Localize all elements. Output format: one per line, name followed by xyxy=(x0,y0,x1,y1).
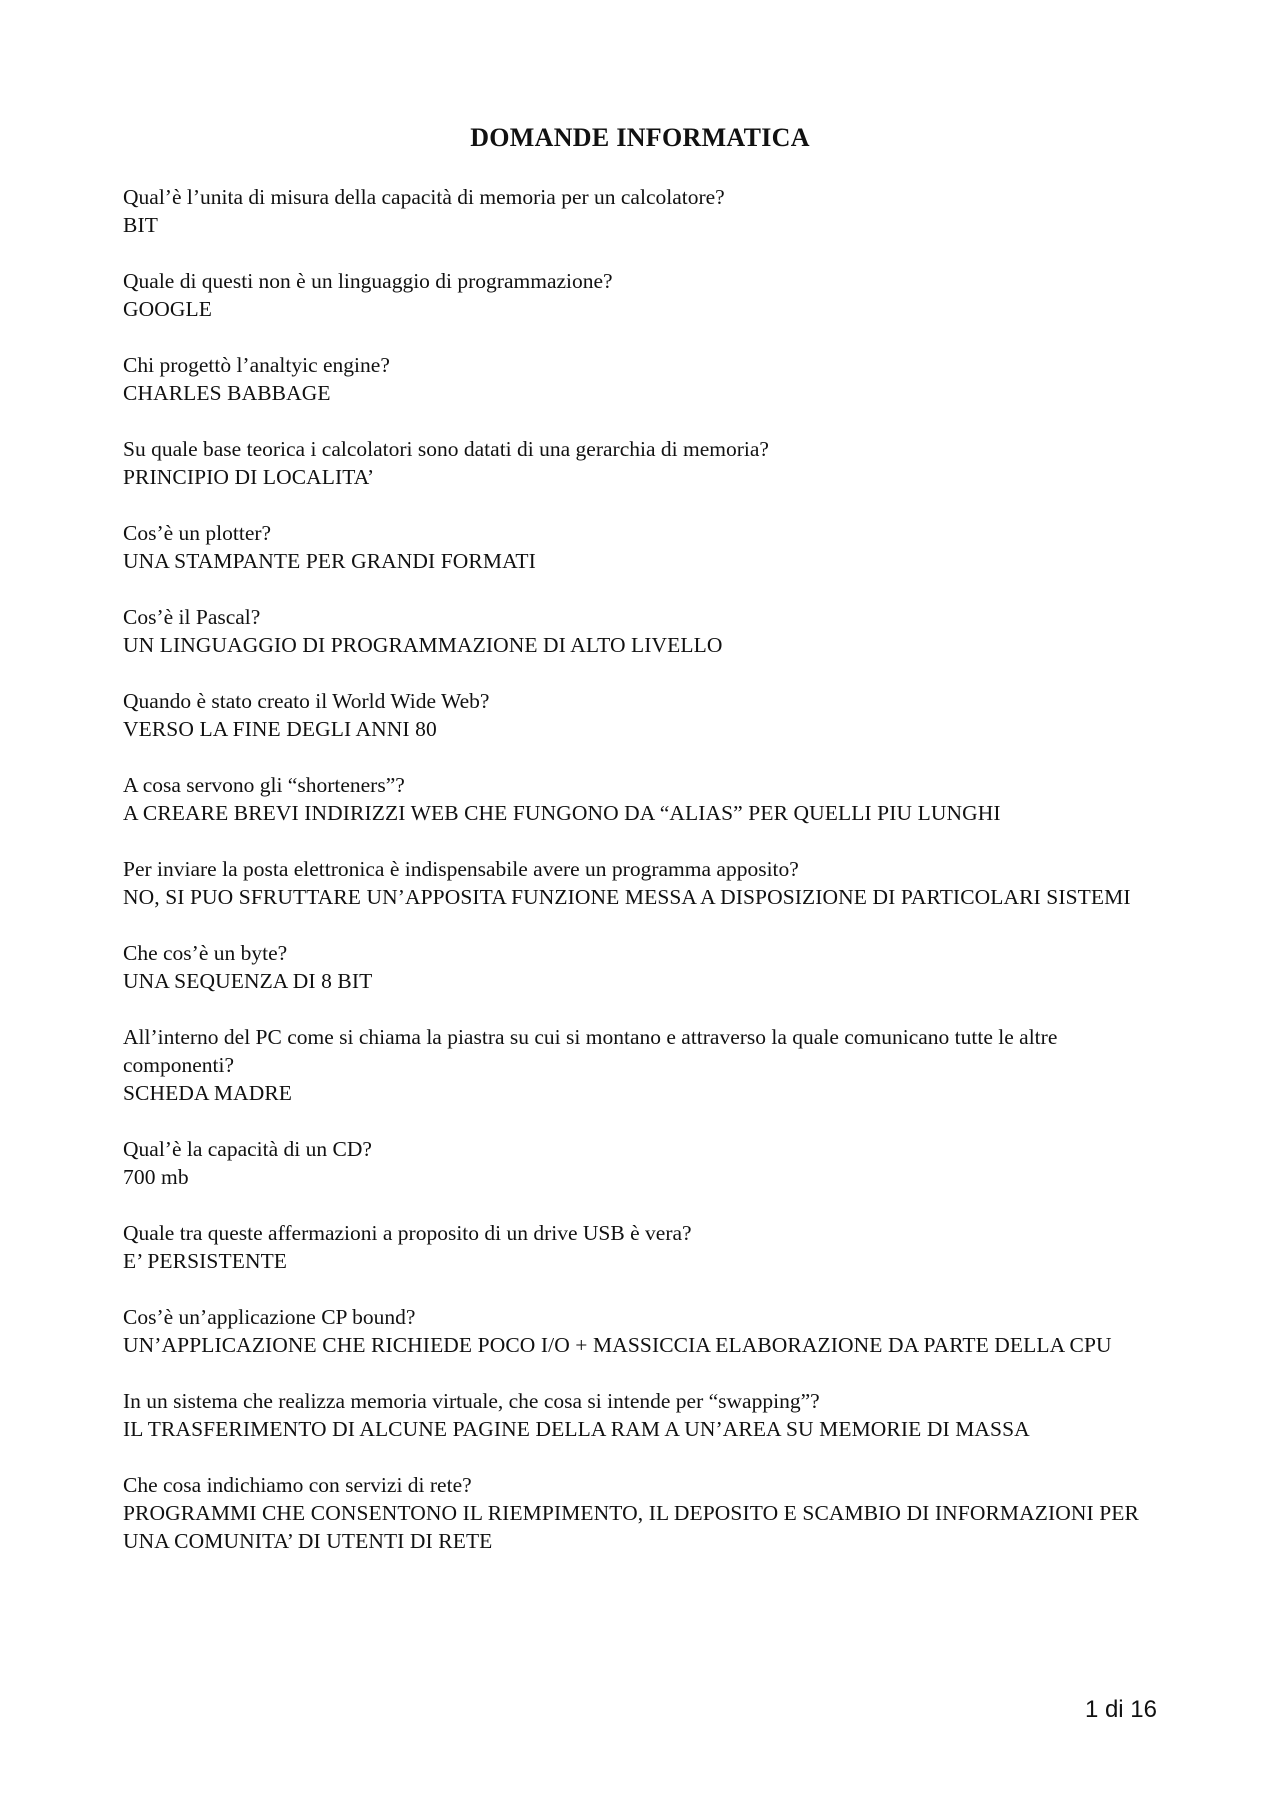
qa-item-10 xyxy=(123,939,1163,995)
question-text: Qual’è la capacità di un CD? xyxy=(123,1137,372,1161)
question-text: Chi progettò l’analtyic engine? xyxy=(123,353,390,377)
question-text: Su quale base teorica i calcolatori sono datati di una gerarchia di memoria? xyxy=(123,437,769,461)
qa-item-8 xyxy=(123,771,1163,827)
answer-text: BIT xyxy=(123,213,158,237)
qa-item-15 xyxy=(123,1387,1163,1443)
answer-text: E’ PERSISTENTE xyxy=(123,1249,288,1273)
question-text: Qual’è l’unita di misura della capacità di memoria per un calcolatore? xyxy=(123,185,725,209)
question-text: Cos’è un plotter? xyxy=(123,521,272,545)
answer-text: UNA SEQUENZA DI 8 BIT xyxy=(123,969,373,993)
page-number: 1 di 16 xyxy=(1084,1696,1157,1723)
question-text: In un sistema che realizza memoria virtuale, che cosa si intende per “swapping”? xyxy=(123,1389,820,1413)
answer-text: PROGRAMMI CHE CONSENTONO IL RIEMPIMENTO, IL DEPOSITO E SCAMBIO DI INFORMAZIONI PER UNA COMUNITA’ DI UTENTI DI RETE xyxy=(123,1501,1139,1553)
qa-item-1 xyxy=(123,183,1163,239)
question-text: Che cosa indichiamo con servizi di rete? xyxy=(123,1473,472,1497)
document-title: DOMANDE INFORMATICA xyxy=(470,123,810,152)
qa-item-9 xyxy=(123,855,1163,911)
answer-text: A CREARE BREVI INDIRIZZI WEB CHE FUNGONO DA “ALIAS” PER QUELLI PIU LUNGHI xyxy=(123,801,1001,825)
answer-text: GOOGLE xyxy=(123,297,212,321)
question-text: Quale tra queste affermazioni a proposito di un drive USB è vera? xyxy=(123,1221,692,1245)
qa-item-12 xyxy=(123,1135,1163,1191)
qa-item-7 xyxy=(123,687,1163,743)
answer-text: NO, SI PUO SFRUTTARE UN’APPOSITA FUNZIONE MESSA A DISPOSIZIONE DI PARTICOLARI SISTEMI xyxy=(123,885,1131,909)
qa-item-2 xyxy=(123,267,1163,323)
answer-text: VERSO LA FINE DEGLI ANNI 80 xyxy=(123,717,437,741)
answer-text: PRINCIPIO DI LOCALITA’ xyxy=(123,465,375,489)
question-text: Quale di questi non è un linguaggio di programmazione? xyxy=(123,269,613,293)
answer-text: SCHEDA MADRE xyxy=(123,1081,293,1105)
question-text: Quando è stato creato il World Wide Web? xyxy=(123,689,490,713)
qa-item-14 xyxy=(123,1303,1163,1359)
qa-item-6 xyxy=(123,603,1163,659)
question-text: Che cos’è un byte? xyxy=(123,941,288,965)
question-text: A cosa servono gli “shorteners”? xyxy=(123,773,405,797)
answer-text: UNA STAMPANTE PER GRANDI FORMATI xyxy=(123,549,536,573)
question-text: Per inviare la posta elettronica è indispensabile avere un programma apposito? xyxy=(123,857,799,881)
qa-item-13 xyxy=(123,1219,1163,1275)
question-text: Cos’è il Pascal? xyxy=(123,605,261,629)
qa-item-5 xyxy=(123,519,1163,575)
answer-text: 700 mb xyxy=(123,1165,189,1189)
question-text: All’interno del PC come si chiama la piastra su cui si montano e attraverso la quale comunicano tutte le altre componenti? xyxy=(123,1025,1058,1077)
question-text: Cos’è un’applicazione CP bound? xyxy=(123,1305,416,1329)
qa-item-4 xyxy=(123,435,1163,491)
question-list xyxy=(123,183,1163,1583)
answer-text: UN’APPLICAZIONE CHE RICHIEDE POCO I/O + MASSICCIA ELABORAZIONE DA PARTE DELLA CPU xyxy=(123,1333,1112,1357)
qa-item-3 xyxy=(123,351,1163,407)
answer-text: CHARLES BABBAGE xyxy=(123,381,331,405)
qa-item-16 xyxy=(123,1471,1163,1555)
answer-text: IL TRASFERIMENTO DI ALCUNE PAGINE DELLA RAM A UN’AREA SU MEMORIE DI MASSA xyxy=(123,1417,1030,1441)
qa-item-11 xyxy=(123,1023,1163,1107)
answer-text: UN LINGUAGGIO DI PROGRAMMAZIONE DI ALTO LIVELLO xyxy=(123,633,723,657)
